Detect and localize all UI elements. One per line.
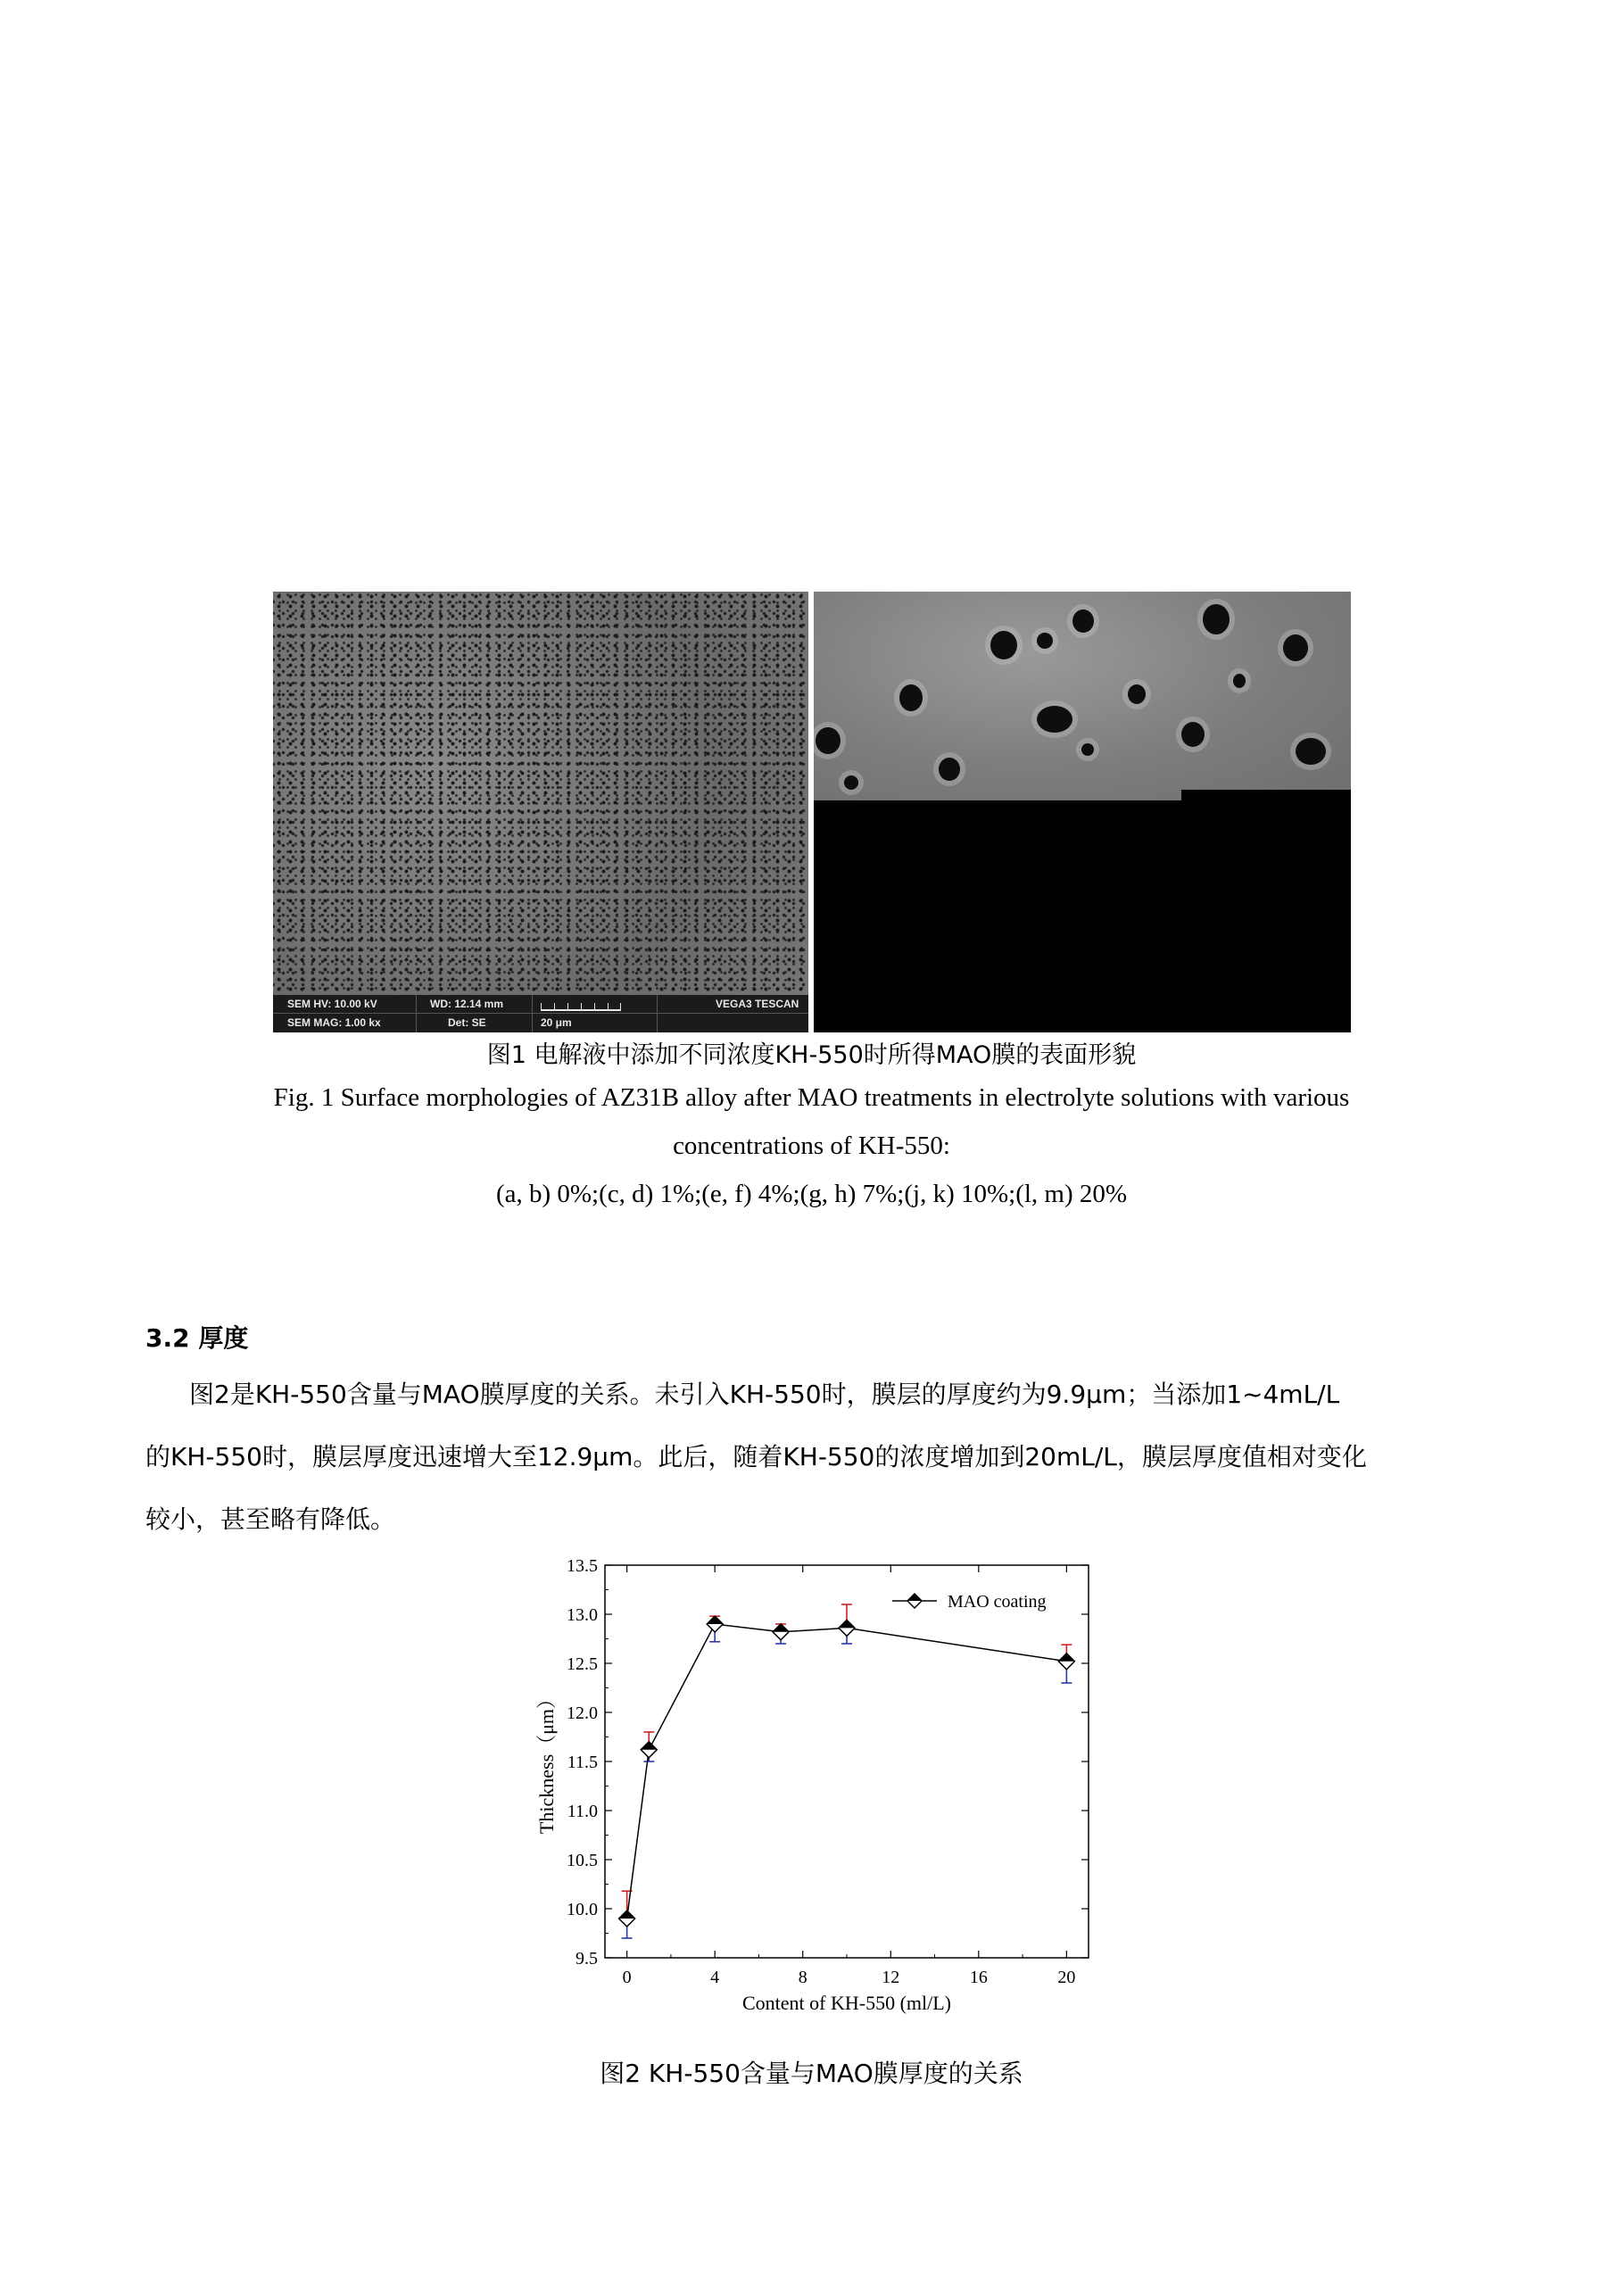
data-point — [1058, 1654, 1074, 1670]
marker-fill — [707, 1616, 723, 1624]
sem-image-right-occluded — [814, 800, 1351, 1032]
sem-brand: VEGA3 TESCAN — [716, 998, 799, 1010]
legend-label: MAO coating — [948, 1592, 1047, 1612]
thickness-chart — [526, 1553, 1115, 2017]
y-tick-label: 10.5 — [567, 1851, 598, 1870]
figure-2-caption: 图2 KH-550含量与MAO膜厚度的关系 — [600, 2059, 1023, 2088]
marker-fill — [907, 1594, 922, 1601]
y-tick-label: 11.0 — [567, 1802, 598, 1821]
data-point — [773, 1624, 789, 1640]
y-tick-label: 9.5 — [576, 1949, 598, 1969]
data-point — [707, 1616, 723, 1632]
paragraph-line-2: 的KH-550时，膜层厚度迅速增大至12.9μm。此后，随着KH-550的浓度增加到20mL/L，膜层厚度值相对变化 — [145, 1442, 1367, 1471]
marker-fill — [839, 1620, 855, 1628]
figure-1-caption-en-line3: (a, b) 0%;(c, d) 1%;(e, f) 4%;(g, h) 7%;(j, k) 10%;(l, m) 20% — [495, 1180, 1128, 1208]
chart-svg — [526, 1553, 1115, 2017]
y-tick-label: 13.0 — [567, 1605, 598, 1625]
sem-scale-label: 20 μm — [541, 1016, 572, 1029]
paragraph-line-1: 图2是KH-550含量与MAO膜厚度的关系。未引入KH-550时，膜层的厚度约为9.9μm；当添加1~4mL/L — [189, 1380, 1340, 1409]
sem-mag: SEM MAG: 1.00 kx — [287, 1016, 381, 1029]
figure-1-caption-en-line2: concentrations of KH-550: — [673, 1131, 950, 1160]
x-tick-label: 0 — [622, 1968, 632, 1987]
marker-fill — [773, 1624, 789, 1632]
y-axis-label: Thickness（μm） — [535, 1688, 558, 1835]
legend-marker — [907, 1594, 922, 1608]
x-tick-label: 4 — [710, 1968, 720, 1987]
figure-1-caption-en-line1: Fig. 1 Surface morphologies of AZ31B alloy after MAO treatments in electrolyte solutions with various — [273, 1083, 1350, 1112]
y-tick-label: 11.5 — [567, 1753, 598, 1772]
y-tick-label: 12.0 — [567, 1703, 598, 1723]
y-tick-label: 10.0 — [567, 1900, 598, 1919]
figure-1-caption-cn: 图1 电解液中添加不同浓度KH-550时所得MAO膜的表面形貌 — [486, 1041, 1137, 1069]
y-tick-label: 12.5 — [567, 1654, 598, 1674]
sem-image-right — [814, 592, 1351, 800]
sem-image-left — [273, 592, 808, 1032]
x-tick-label: 8 — [798, 1968, 807, 1987]
paragraph-line-3: 较小，甚至略有降低。 — [145, 1504, 396, 1534]
marker-fill — [641, 1742, 657, 1750]
sem-hv: SEM HV: 10.00 kV — [287, 998, 377, 1010]
sem-scale-bar — [541, 997, 621, 1011]
y-tick-label: 13.5 — [567, 1556, 598, 1576]
x-axis-label: Content of KH-550 (ml/L) — [741, 1992, 952, 2014]
data-point — [641, 1742, 657, 1758]
sem-wd: WD: 12.14 mm — [430, 998, 504, 1010]
x-tick-label: 12 — [882, 1968, 900, 1987]
marker-fill — [1058, 1654, 1074, 1662]
sem-info-bar — [273, 995, 808, 1032]
data-point — [619, 1911, 635, 1927]
figure-1 — [273, 592, 1351, 1032]
marker-fill — [619, 1911, 635, 1919]
data-point — [839, 1620, 855, 1636]
series-line-mao-coating — [627, 1624, 1067, 1919]
x-tick-label: 16 — [969, 1968, 988, 1987]
x-tick-label: 20 — [1057, 1968, 1076, 1987]
sem-det: Det: SE — [448, 1016, 486, 1029]
section-heading: 3.2 厚度 — [145, 1323, 249, 1353]
